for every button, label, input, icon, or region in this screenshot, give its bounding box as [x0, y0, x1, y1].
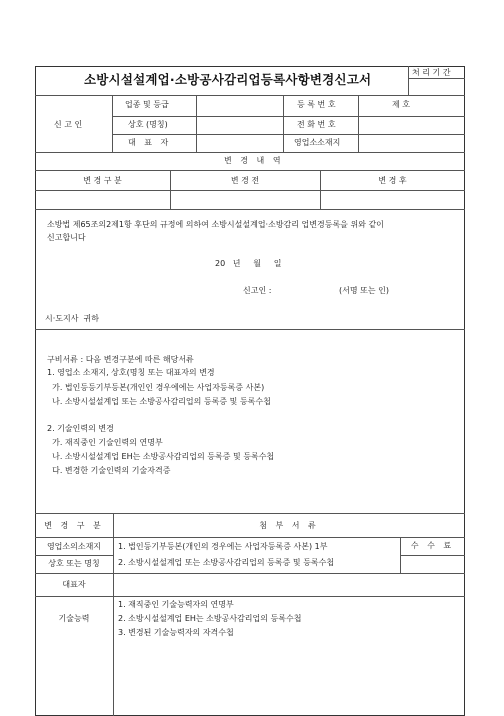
attach-row-doc: 3. 변경된 기술능력자의 자격수첩 — [118, 628, 234, 637]
documents-line: 나. 소방시설설계업 EH는 소방공사감리업의 등록증 및 등록수첩 — [47, 452, 275, 461]
declaration-text: 소방법 제65조의2제1항 후단의 규정에 의하여 소방시설설계업·소방감리 업변경등록을 위와 같이 — [47, 220, 384, 229]
attach-row-type: 대표자 — [62, 580, 86, 589]
divider — [35, 170, 465, 171]
divider — [35, 573, 465, 574]
reporter-label: 신 고 인 — [54, 120, 83, 129]
documents-line: 2. 기술인력의 변경 — [47, 424, 114, 433]
divider — [35, 555, 113, 556]
attach-row-doc: 1. 재직중인 기술능력자의 연명부 — [118, 600, 234, 609]
divider — [113, 513, 114, 716]
divider — [35, 209, 465, 210]
attach-row-doc: 1. 법인등기부등본(개인의 경우에는 사업자등록증 사본) 1부 — [118, 542, 328, 551]
col-after: 변 경 후 — [378, 176, 407, 185]
divider — [35, 95, 465, 96]
attach-header-docs: 첨 부 서 류 — [259, 521, 319, 530]
declaration-text-2: 신고합니다 — [47, 233, 86, 242]
divider — [35, 329, 465, 330]
phone-label: 전 화 번 호 — [297, 120, 336, 129]
documents-intro: 구비서류 : 다음 변경구분에 따른 해당서류 — [47, 355, 194, 364]
fee-label: 수 수 료 — [410, 541, 455, 550]
processing-period-label: 처 리 기 간 — [412, 68, 451, 77]
registration-no-label: 등 록 번 호 — [297, 100, 336, 109]
documents-line: 다. 변경한 기술인력의 기술자격증 — [47, 466, 171, 475]
divider — [35, 596, 465, 597]
divider — [112, 116, 465, 117]
registration-no-value: 제 호 — [392, 100, 410, 109]
documents-line: 1. 영업소 소재지, 상호(명칭 또는 대표자의 변경 — [47, 368, 215, 377]
divider — [400, 555, 465, 556]
business-type-label: 업종 및 등급 — [125, 100, 169, 109]
form-title: 소방시설설계업·소방공사감리업등록사항변경신고서 — [84, 72, 372, 87]
divider — [408, 78, 465, 79]
trade-name-label: 상호 (명칭) — [128, 120, 168, 129]
divider — [358, 95, 359, 152]
attach-row-type: 영업소의소재지 — [46, 542, 102, 551]
representative-label: 대 표 자 — [128, 138, 172, 147]
recipient: 시·도지사 귀하 — [45, 314, 99, 323]
divider — [35, 152, 465, 153]
sign-note: (서명 또는 인) — [339, 286, 389, 295]
divider — [35, 513, 465, 514]
attach-row-type: 상호 또는 명칭 — [48, 559, 100, 568]
col-before: 변 경 전 — [230, 176, 260, 185]
divider — [112, 134, 465, 135]
change-details-label: 변 경 내 역 — [224, 156, 284, 165]
office-address-label: 영업소소재지 — [294, 138, 341, 147]
attach-header-type: 변 경 구 분 — [44, 521, 104, 530]
divider — [408, 66, 409, 95]
documents-line: 가. 법인등등기부등본(개인인 경우에에는 사업자등록증 사본) — [47, 383, 265, 392]
divider — [112, 95, 113, 152]
attach-row-type: 기술능력 — [58, 614, 90, 623]
declaration-date: 20 년 월 일 — [215, 259, 282, 268]
divider — [35, 190, 465, 191]
documents-line: 나. 소방시설설계업 또는 소방공사감리업의 등록증 및 등록수첩 — [47, 397, 271, 406]
attach-row-doc: 2. 소방시설설계업 EH는 소방공사감리업의 등록수첩 — [118, 614, 302, 623]
attach-row-doc: 2. 소방시설설계업 또는 소방공사감리업의 등록증 및 등록수첩 — [118, 558, 335, 567]
divider — [196, 95, 197, 152]
divider — [283, 95, 284, 152]
col-change-type: 변 경 구 분 — [83, 176, 122, 185]
documents-line: 가. 재직중인 기술인력의 연명부 — [47, 438, 163, 447]
signer-label: 신고인 : — [243, 286, 272, 295]
